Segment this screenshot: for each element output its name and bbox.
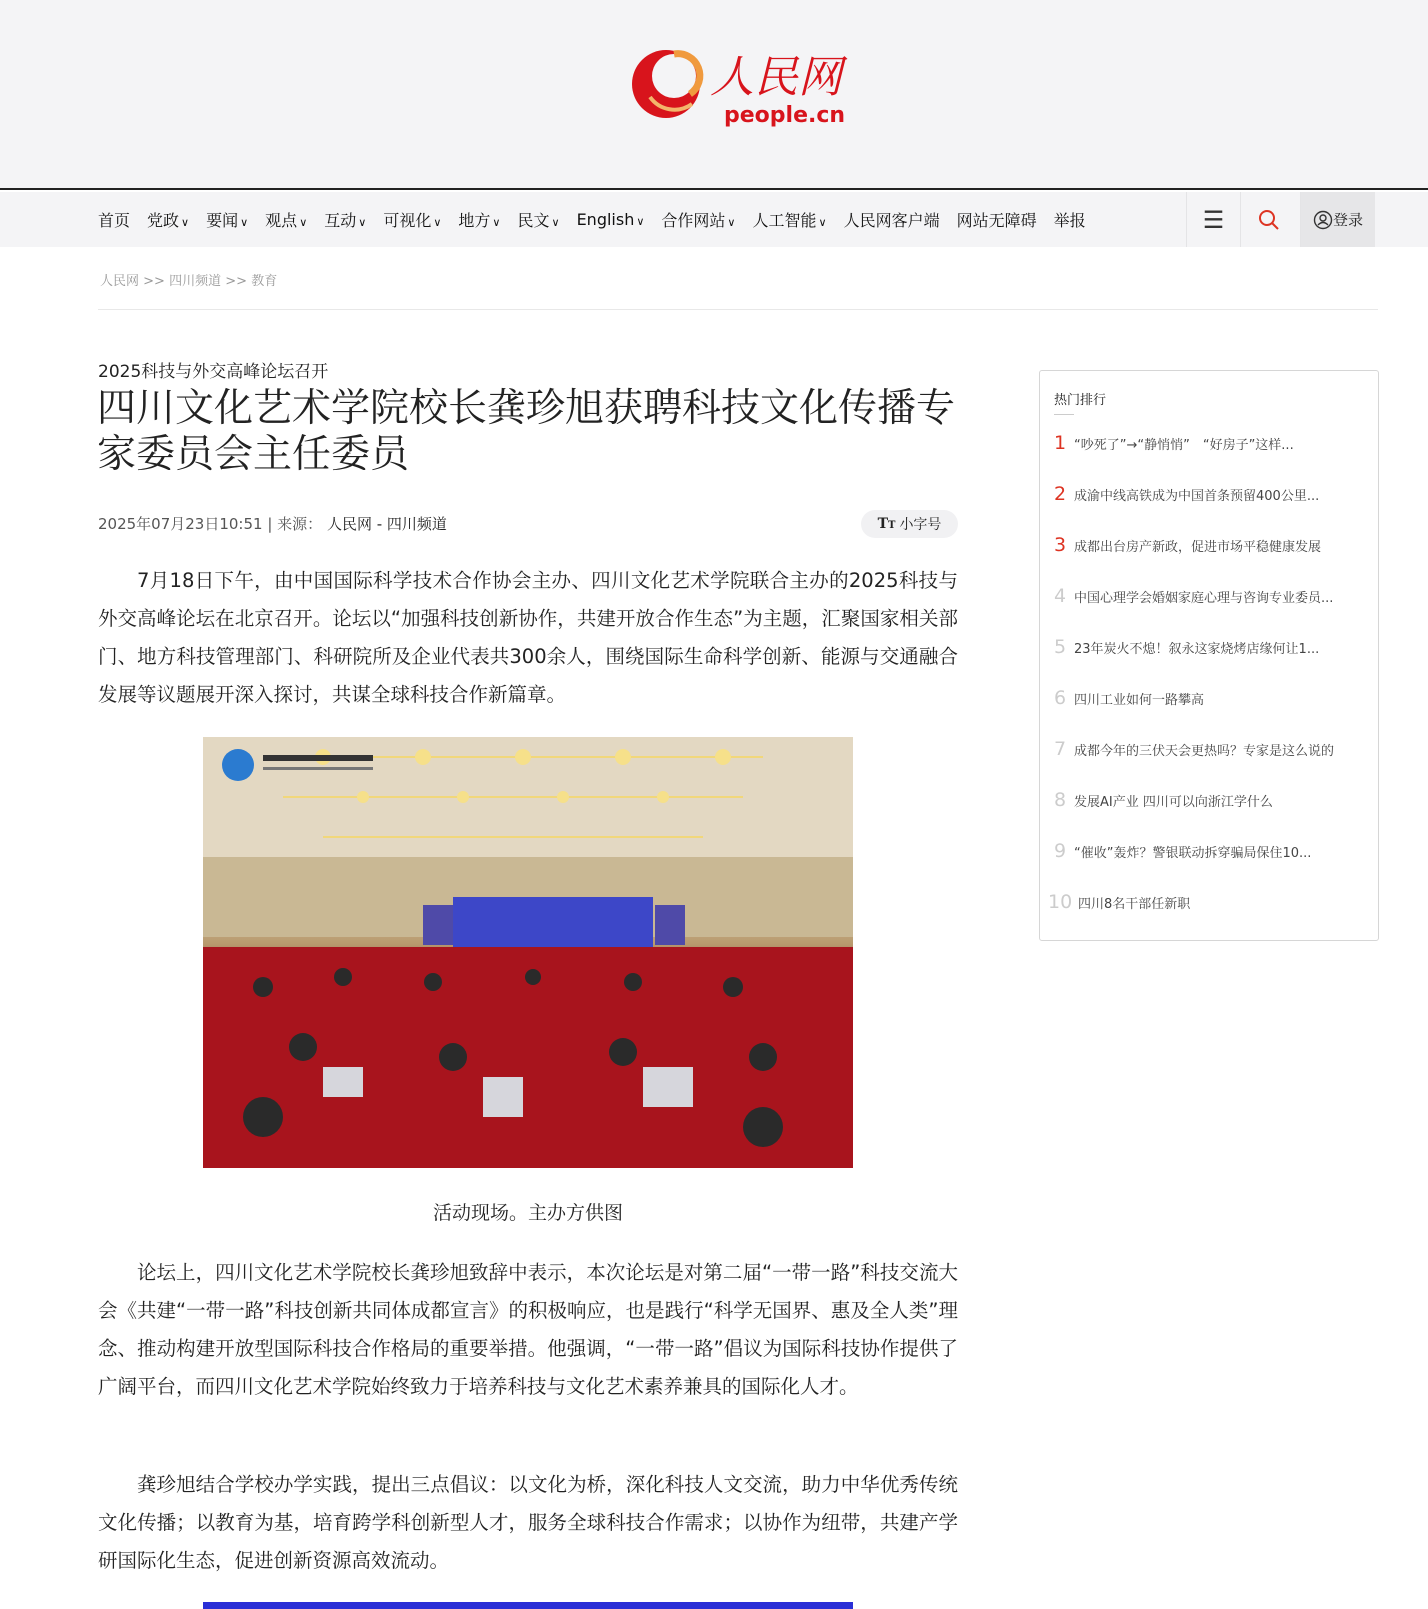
rank-number: 7 xyxy=(1054,738,1067,760)
nav-item-label: 党政 xyxy=(147,211,180,230)
nav-item-9[interactable] xyxy=(661,208,735,231)
nav-item-12[interactable] xyxy=(957,208,1037,231)
article-meta xyxy=(98,513,447,534)
nav-item-0[interactable] xyxy=(98,208,130,231)
chevron-down-icon: ∨ xyxy=(727,216,736,229)
rank-title: “催收”轰炸？警银联动拆穿骗局保住10... xyxy=(1074,845,1312,861)
rank-title: 成都今年的三伏天会更热吗？专家是这么说的 xyxy=(1074,743,1335,759)
chevron-down-icon: ∨ xyxy=(433,216,442,229)
source-label: | 来源： xyxy=(267,515,323,533)
rank-number: 3 xyxy=(1054,534,1067,556)
rank-title: 23年炭火不熄！叙永这家烧烤店缘何让1... xyxy=(1074,641,1320,657)
rank-number: 6 xyxy=(1054,687,1067,709)
article-subtitle: 2025科技与外交高峰论坛召开 xyxy=(98,362,329,382)
next-image-edge xyxy=(203,1602,853,1609)
rank-number: 5 xyxy=(1054,636,1067,658)
nav-item-label: 首页 xyxy=(98,211,131,230)
chevron-down-icon: ∨ xyxy=(181,216,190,229)
source-link[interactable]: 人民网 - 四川频道 xyxy=(326,515,447,533)
nav-item-7[interactable] xyxy=(517,208,559,231)
chevron-down-icon: ∨ xyxy=(551,216,560,229)
nav-item-2[interactable] xyxy=(206,208,248,231)
font-size-icon: TT xyxy=(877,516,896,532)
publish-date: 2025年07月23日10:51 xyxy=(98,515,263,533)
rank-title: 中国心理学会婚姻家庭心理与咨询专业委员... xyxy=(1074,590,1334,606)
rank-title: 四川8名干部任新职 xyxy=(1078,896,1191,912)
nav-item-3[interactable] xyxy=(265,208,307,231)
ranking-item[interactable] xyxy=(1054,788,1273,812)
rank-number: 10 xyxy=(1048,891,1073,913)
rank-number: 8 xyxy=(1054,789,1067,811)
article-title: 四川文化艺术学院校长龚珍旭获聘科技文化传播专家委员会主任委员 xyxy=(97,386,956,477)
nav-item-label: 互动 xyxy=(324,211,357,230)
breadcrumb-home[interactable]: 人民网 xyxy=(100,274,140,289)
breadcrumb-sichuan[interactable]: 四川频道 xyxy=(169,274,222,289)
hot-ranking-title: 热门排行 xyxy=(1054,393,1107,408)
login-button[interactable] xyxy=(1300,192,1375,247)
svg-text:people.cn: people.cn xyxy=(724,103,846,128)
search-icon xyxy=(1258,209,1280,231)
nav-item-label: 网站无障碍 xyxy=(956,211,1037,230)
breadcrumb-education[interactable]: 教育 xyxy=(251,274,278,289)
nav-item-4[interactable] xyxy=(324,208,366,231)
chevron-down-icon: ∨ xyxy=(818,216,827,229)
rank-title: 成都出台房产新政，促进市场平稳健康发展 xyxy=(1074,539,1322,555)
nav-item-label: 人民网客户端 xyxy=(843,211,940,230)
chevron-down-icon: ∨ xyxy=(358,216,367,229)
divider xyxy=(98,309,1378,310)
breadcrumb-sep: >> xyxy=(225,274,248,289)
paragraph-2: 论坛上，四川文化艺术学院校长龚珍旭致辞中表示，本次论坛是对第二届“一带一路”科技交流大会《共建“一带一路”科技创新共同体成都宣言》的积极响应，也是践行“科学无国界、惠及全人类”理念、推动构建开放型国际科技合作格局的重要举措。他强调，“一带一路”倡议为国际科技协作提供了广阔平台，而四川文化艺术学院始终致力于培养科技与文化艺术素养兼具的国际化人才。 xyxy=(98,1261,958,1398)
title-underline xyxy=(1054,414,1074,415)
ranking-item[interactable] xyxy=(1054,839,1311,863)
ranking-item[interactable] xyxy=(1054,431,1294,455)
rank-title: 成渝中线高铁成为中国首条预留400公里... xyxy=(1074,488,1320,504)
nav-item-6[interactable] xyxy=(458,208,500,231)
user-icon xyxy=(1313,210,1333,230)
rank-number: 2 xyxy=(1054,483,1067,505)
font-size-toggle[interactable] xyxy=(861,510,958,538)
main-nav xyxy=(0,192,1428,247)
paragraph-1: 7月18日下午，由中国国际科学技术合作协会主办、四川文化艺术学院联合主办的2025科技与外交高峰论坛在北京召开。论坛以“加强科技创新协作，共建开放合作生态”为主题，汇聚国家相关部门、地方科技管理部门、科研院所及企业代表共300余人，围绕国际生命科学创新、能源与交通融合发展等议题展开深入探讨，共谋全球科技合作新篇章。 xyxy=(98,569,958,706)
ranking-item[interactable] xyxy=(1048,890,1191,914)
hot-ranking-panel xyxy=(1039,370,1379,941)
rank-number: 1 xyxy=(1054,432,1067,454)
ranking-item[interactable] xyxy=(1054,533,1321,557)
nav-item-label: 地方 xyxy=(458,211,491,230)
nav-item-label: 观点 xyxy=(265,211,298,230)
menu-button[interactable] xyxy=(1186,192,1240,247)
ranking-item[interactable] xyxy=(1054,635,1319,659)
ranking-item[interactable] xyxy=(1054,686,1204,710)
ranking-item[interactable] xyxy=(1054,584,1333,608)
rank-number: 4 xyxy=(1054,585,1067,607)
font-size-label: 小字号 xyxy=(899,517,942,533)
nav-item-label: 要闻 xyxy=(206,211,239,230)
nav-item-8[interactable] xyxy=(577,210,645,229)
nav-item-11[interactable] xyxy=(844,208,940,231)
chevron-down-icon: ∨ xyxy=(636,215,645,228)
nav-item-10[interactable] xyxy=(752,208,826,231)
search-button[interactable] xyxy=(1240,192,1296,247)
nav-item-label: 民文 xyxy=(517,211,550,230)
nav-item-label: English xyxy=(576,210,635,229)
chevron-down-icon: ∨ xyxy=(492,216,501,229)
paragraph-3: 龚珍旭结合学校办学实践，提出三点倡议：以文化为桥，深化科技人文交流，助力中华优秀传统文化传播；以教育为基，培育跨学科创新型人才，服务全球科技合作需求；以协作为纽带，共建产学研国际化生态，促进创新资源高效流动。 xyxy=(98,1473,958,1572)
breadcrumb-sep: >> xyxy=(143,274,165,289)
people-cn-logo[interactable] xyxy=(630,42,850,132)
nav-item-13[interactable] xyxy=(1054,208,1086,231)
ranking-item[interactable] xyxy=(1054,737,1334,761)
ranking-item[interactable] xyxy=(1054,482,1319,506)
svg-text:人民网: 人民网 xyxy=(710,52,842,103)
nav-item-label: 举报 xyxy=(1053,211,1086,230)
rank-title: “吵死了”→“静悄悄” “好房子”这样... xyxy=(1074,437,1294,453)
nav-item-5[interactable] xyxy=(383,208,441,231)
rank-title: 四川工业如何一路攀高 xyxy=(1074,692,1205,708)
chevron-down-icon: ∨ xyxy=(240,216,249,229)
login-label: 登录 xyxy=(1332,211,1363,229)
rank-number: 9 xyxy=(1054,840,1067,862)
nav-item-label: 合作网站 xyxy=(661,211,726,230)
breadcrumb xyxy=(100,270,277,289)
article-photo xyxy=(203,737,853,1168)
hamburger-icon: ☰ xyxy=(1202,205,1225,234)
nav-item-1[interactable] xyxy=(147,208,189,231)
site-header xyxy=(0,0,1428,190)
photo-caption: 活动现场。主办方供图 xyxy=(432,1202,623,1224)
rank-title: 发展AI产业 四川可以向浙江学什么 xyxy=(1074,794,1273,810)
chevron-down-icon: ∨ xyxy=(299,216,308,229)
nav-item-label: 人工智能 xyxy=(752,211,817,230)
nav-item-label: 可视化 xyxy=(383,211,432,230)
